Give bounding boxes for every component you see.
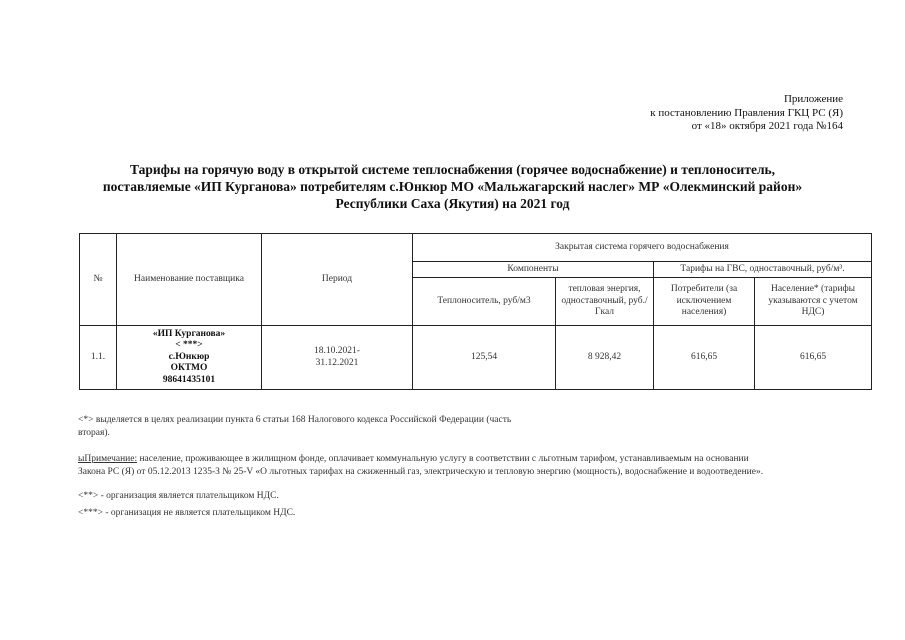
row-supplier <box>117 326 262 390</box>
tariff-table <box>79 233 872 390</box>
footnote-1-line-2: вторая). <box>78 427 110 438</box>
header-heat-energy: тепловая энергия, одноставочный, руб./Гкал <box>556 278 654 326</box>
header-tariffs: Тарифы на ГВС, одноставочный, руб/м³. <box>654 262 872 278</box>
table-row <box>80 326 872 390</box>
appendix-line-2: к постановлению Правления ГКЦ РС (Я) <box>650 106 843 119</box>
footnote-2-line-1: население, проживающее в жилищном фонде, оплачивает коммунальную услугу в соответствии с льготным тарифом, устанавливаемым на основании <box>137 454 749 464</box>
footnote-4: <***> - организация не является плательщиком НДС. <box>78 507 296 518</box>
row-consumers: 616,65 <box>654 326 755 390</box>
row-heat-energy: 8 928,42 <box>556 326 654 390</box>
header-components: Компоненты <box>413 262 654 278</box>
period-start: 18.10.2021- <box>314 346 360 356</box>
row-number: 1.1. <box>80 326 117 390</box>
document-title <box>40 161 865 212</box>
row-coolant: 125,54 <box>413 326 556 390</box>
supplier-oktmo-label: ОКТМО <box>170 363 208 374</box>
header-population: Население* (тарифы указываются с учетом НДС) <box>755 278 872 326</box>
period-end: 31.12.2021 <box>315 357 359 368</box>
header-number: № <box>80 234 117 326</box>
supplier-name: «ИП Курганова» <box>152 328 226 339</box>
title-line-1: Тарифы на горячую воду в открытой системе теплоснабжения (горячее водоснабжение) и теплоноситель, <box>129 162 776 177</box>
footnote-1-line-1: <*> выделяется в целях реализации пункта 6 статьи 168 Налогового кодекса Российской Федерации (часть <box>78 415 512 425</box>
header-supplier: Наименование поставщика <box>117 234 262 326</box>
footnote-2-line-2: Закона РС (Я) от 05.12.2013 1235-З № 25-V «О льготных тарифах на сжиженный газ, электрическую и тепловую энергию (мощность), водоснабжение и водоотведение». <box>78 466 764 477</box>
appendix-line-1: Приложение <box>783 93 843 105</box>
footnotes <box>78 414 878 519</box>
title-line-2: поставляемые «ИП Курганова» потребителям с.Юнкюр МО «Мальжагарский наслег» МР «Олекминский район» <box>102 179 803 194</box>
note-label: ыПримечание: <box>78 454 138 464</box>
supplier-oktmo: 98641435101 <box>162 374 216 385</box>
row-population: 616,65 <box>755 326 872 390</box>
appendix-block <box>650 93 843 134</box>
header-consumers: Потребители (за исключением населения) <box>654 278 755 326</box>
header-system: Закрытая система горячего водоснабжения <box>413 234 872 262</box>
footnote-2 <box>78 453 878 466</box>
supplier-mark: < ***> <box>175 340 203 351</box>
supplier-place: с.Юнкюр <box>168 351 210 362</box>
header-coolant: Теплоноситель, руб/м3 <box>413 278 556 326</box>
header-period: Период <box>262 234 413 326</box>
footnote-3: <**> - организация является плательщиком НДС. <box>78 491 279 501</box>
row-period <box>262 326 413 390</box>
appendix-line-3: от «18» октября 2021 года №164 <box>691 120 843 132</box>
title-line-3: Республики Саха (Якутия) на 2021 год <box>335 196 570 211</box>
